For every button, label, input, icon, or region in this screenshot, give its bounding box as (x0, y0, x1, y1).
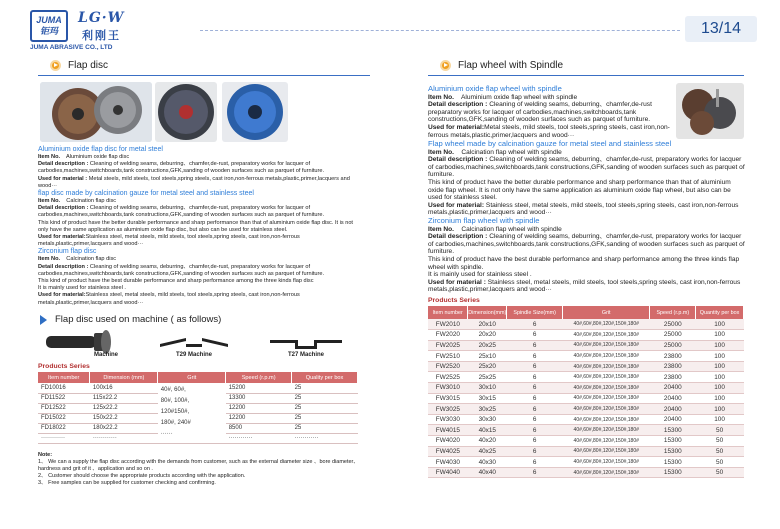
table-cell: FW3010 (428, 383, 468, 394)
table-row: FD12522 125x22.2 12200 25 (38, 403, 358, 413)
table-cell: FW4040 (428, 467, 468, 478)
table-row (428, 393, 744, 404)
col-header: Quality per box (292, 372, 358, 383)
table-row (428, 340, 744, 351)
table-cell: FW3015 (428, 393, 468, 404)
table-cell: 40#,60#,80#,120#,150#,180# (563, 383, 650, 394)
brand-name: LG·W (78, 10, 125, 26)
table-cell: 15300 (650, 457, 696, 468)
notes (38, 452, 368, 487)
table-row: FD10016 100x16 40#, 60#, 80#, 100#, 120#150#, 180#, 240# ······ 15200 25 (38, 383, 358, 393)
table-cell: 40#,60#,80#,120#,150#,180# (563, 446, 650, 457)
t29-machine-label: T29 Machine (176, 352, 213, 358)
table-cell: 6 (507, 361, 563, 372)
calcination-disc-photo (155, 82, 217, 142)
col-header: Grit (158, 372, 226, 383)
t27-machine-label: T27 Machine (288, 352, 325, 358)
table-cell: 20400 (650, 393, 696, 404)
table-cell: 50 (696, 436, 744, 447)
table-cell: 25000 (650, 340, 696, 351)
table-cell: 15300 (650, 446, 696, 457)
table-cell: 30x15 (468, 393, 507, 404)
table-cell: 40#,60#,80#,120#,150#,180# (563, 457, 650, 468)
machine-label: Machine (94, 352, 119, 358)
arrow-icon (40, 315, 47, 325)
table-cell: 25x25 (468, 372, 507, 383)
table-cell: FW2020 (428, 330, 468, 341)
table-cell: FW2010 (428, 319, 468, 330)
calcination-disc-title: flap disc made by calcination gauze for metal steel and stainless steel (38, 190, 254, 198)
table-cell: 25x10 (468, 351, 507, 362)
brand-name-cn: 利刚王 (82, 30, 121, 42)
page-number: 13/14 (685, 16, 757, 42)
zirconium-wheel-title: Zirconium flap wheel with spindle (428, 215, 540, 225)
table-cell: FW4015 (428, 425, 468, 436)
company-logo (30, 10, 200, 54)
table-cell: 40#,60#,80#,120#,150#,180# (563, 393, 650, 404)
aluminium-wheel-title: Aluminium oxide flap wheel with spindle (428, 84, 562, 93)
table-cell: 6 (507, 330, 563, 341)
section-title-flap-wheel: Flap wheel with Spindle (440, 60, 563, 71)
table-cell: 40#,60#,80#,120#,150#,180# (563, 372, 650, 383)
table-cell: 50 (696, 457, 744, 468)
table-cell: 40#,60#,80#,120#,150#,180# (563, 467, 650, 478)
right-aluminium-desc: Aluminium oxide flap wheel with spindle Item No. Aluminium oxide flap wheel with spindle Detail description : Cleaning of welding seams, deburring、chamfer,de-rust preparatory works for lacquer of carbodies,machines,switchboards,tank constructions,GFK,sanding of wooden surfaces such as parquet of furniture. Used for material:Metal steels, mild steels, tool steels,spring steels, cast iron,non-ferrous metals,plastic,primer,lacquers and wood··· (428, 85, 674, 139)
table-cell: 23800 (650, 351, 696, 362)
table-cell: FW2510 (428, 351, 468, 362)
zirconium-disc-title: Zirconium flap disc (38, 248, 97, 256)
table-cell: 6 (507, 340, 563, 351)
header-divider (200, 30, 680, 31)
logo-mark: JUMA 钜玛 (30, 10, 68, 42)
flap-wheel-photo (676, 83, 744, 139)
bullet-icon (50, 60, 61, 71)
table-cell: 20x10 (468, 319, 507, 330)
table-cell: 40#,60#,80#,120#,150#,180# (563, 319, 650, 330)
table-cell: 50 (696, 446, 744, 457)
table-cell: 40#,60#,80#,120#,150#,180# (563, 340, 650, 351)
table-cell: FW2525 (428, 372, 468, 383)
table-row (428, 372, 744, 383)
table-cell: 100 (696, 340, 744, 351)
table-cell: 100 (696, 319, 744, 330)
col-header: Dimension (mm) (90, 372, 158, 383)
table-cell: 40#,60#,80#,120#,150#,180# (563, 330, 650, 341)
table-cell: 6 (507, 414, 563, 425)
table-cell: 23800 (650, 372, 696, 383)
table-cell: 40#,60#,80#,120#,150#,180# (563, 436, 650, 447)
company-name: JUMA ABRASIVE CO., LTD (30, 44, 113, 51)
flap-wheel-table (428, 306, 744, 478)
table-cell: 40x20 (468, 436, 507, 447)
col-header: Speed (r.p.m) (650, 306, 696, 319)
table-cell: 40#,60#,80#,120#,150#,180# (563, 351, 650, 362)
table-cell: 40#,60#,80#,120#,150#,180# (563, 361, 650, 372)
table-cell: 100 (696, 372, 744, 383)
table-cell: 6 (507, 372, 563, 383)
right-descriptions: Flap wheel made by calcination gauze for metal steel and stainless steel Item No. Calcination flap wheel with spindle Detail description : Cleaning of welding seams, deburring、chamfer,de-rust, preparatory works for lacquer of carbodies,machines,switchboards,tank constructions,GFK,sanding of wooden surfaces such as parquet of furniture. This kind of product have the better durable performance and sharp performance than that of aluminium oxide flap wheel. It is not only have the same application as aluminium oxide flap wheel, but also can be used for stainless steel. Used for material: Stainless steel, metal steels, mild steels, tool steels,spring steels, cast iron,non-ferrous metals,plastic,primer,lacquers and wood··· Zirconium flap wheel with spindle Item No. Calcination flap wheel with spindle Detail description : Cleaning of welding seams, deburring、chamfer,de-rust, preparatory works for lacquer of carbodies,machines,switchboards,tank constructions,GFK,sanding of wooden surfaces such as parquet of furniture. This kind of product have the best durable performance and sharp performance among the three kinds flap wheel with spindle. It is mainly used for stainless steel . Used for material : Stainless steel, metal steels, mild steels, tool steels,spring steels, cast iron,non-ferrous metals,plastic,primer,lacquers and wood··· (428, 139, 745, 294)
table-cell: 40x15 (468, 425, 507, 436)
table-cell: FW4020 (428, 436, 468, 447)
table-cell: 6 (507, 457, 563, 468)
table-cell: FW2025 (428, 340, 468, 351)
table-cell: 6 (507, 319, 563, 330)
table-cell: 40x25 (468, 446, 507, 457)
table-cell: 6 (507, 404, 563, 415)
grit-cell: 40#, 60#, 80#, 100#, 120#150#, 180#, 240# ······ (158, 383, 226, 443)
table-cell: FW4030 (428, 457, 468, 468)
note-line: 3、 Free samples can be supplied for customer checking and confirming. (38, 480, 216, 486)
table-row (428, 436, 744, 447)
table-cell: 6 (507, 383, 563, 394)
table-cell: 25x20 (468, 361, 507, 372)
table-cell: 100 (696, 330, 744, 341)
table-cell: 30x25 (468, 404, 507, 415)
table-cell: 23800 (650, 361, 696, 372)
t27-profile-diagram (268, 336, 344, 350)
section-underline (38, 75, 370, 76)
table-cell: 100 (696, 351, 744, 362)
t29-profile-diagram (158, 336, 230, 350)
col-header: Dimension(mm) (468, 306, 507, 319)
table-cell: 40x30 (468, 457, 507, 468)
table-cell: 6 (507, 467, 563, 478)
table-cell: 20x25 (468, 340, 507, 351)
table-cell: 100 (696, 414, 744, 425)
note-line: 2、 Customer should choose the appropriate products according with the application. (38, 473, 246, 479)
table-cell: 50 (696, 467, 744, 478)
products-series-label-left: Products Series (38, 363, 90, 370)
table-row (428, 319, 744, 330)
zirconium-disc-photo (222, 82, 288, 142)
section-title-flap-disc: Flap disc (50, 60, 108, 71)
table-row (428, 414, 744, 425)
table-cell: 40#,60#,80#,120#,150#,180# (563, 404, 650, 415)
table-cell: 20x20 (468, 330, 507, 341)
table-row: ············ ············ ············ ············ (38, 433, 358, 443)
table-cell: 6 (507, 446, 563, 457)
table-cell: FW2520 (428, 361, 468, 372)
table-cell: 100 (696, 404, 744, 415)
table-row: FD18022 180x22.2 8500 25 (38, 423, 358, 433)
table-cell: 40#,60#,80#,120#,150#,180# (563, 414, 650, 425)
table-row: FD11522 115x22.2 13300 25 (38, 393, 358, 403)
table-cell: FW4025 (428, 446, 468, 457)
table-cell: 20400 (650, 404, 696, 415)
table-row (428, 457, 744, 468)
table-cell: 15300 (650, 425, 696, 436)
flap-disc-table (38, 372, 358, 444)
table-row (428, 351, 744, 362)
table-cell: 6 (507, 425, 563, 436)
table-cell: 50 (696, 425, 744, 436)
table-cell: 25000 (650, 330, 696, 341)
table-cell: 15300 (650, 436, 696, 447)
table-cell: 100 (696, 361, 744, 372)
col-header: Quantity per box (696, 306, 744, 319)
table-row (428, 361, 744, 372)
table-cell: 6 (507, 436, 563, 447)
table-cell: 100 (696, 383, 744, 394)
table-cell: 20400 (650, 414, 696, 425)
note-line: 1、 We can a supply the flap disc according with the demands from customer, such as the external diameter size 、bore diameter、hardness and grit of it 、application and so on . (38, 459, 359, 472)
table-cell: 15300 (650, 467, 696, 478)
section-title-machine: Flap disc used on machine ( as follows) (40, 314, 221, 325)
table-cell: FW3025 (428, 404, 468, 415)
flap-disc-photo (40, 82, 152, 142)
col-header: Item number (428, 306, 468, 319)
table-cell: 30x10 (468, 383, 507, 394)
col-header: Grit (563, 306, 650, 319)
table-row (428, 383, 744, 394)
table-cell: 6 (507, 351, 563, 362)
table-row (428, 330, 744, 341)
table-cell: FW3030 (428, 414, 468, 425)
left-descriptions: Aluminium oxide flap disc for metal steel Item No. Aluminium oxide flap disc Detail description : Cleaning of welding seams, deburring、chamfer,de-rust, preparatory works for lacquer of carbodies,machines,switchboards,tank constructions,GFK,sanding of wooden surfaces such as parquet of furniture. Used for material : Metal steels, mild steels, tool steels,spring steels, cast iron,non-ferrous metals,plastic,primer,lacquers and wood··· flap disc made by calcination gauze for metal steel and stainless steel Item No. Calcination flap disc Detail description : Cleaning of welding seams, deburring、chamfer,de-rust, preparatory works for lacquer of carbodies,machines,switchboards,tank constructions,GFK,sanding of wooden surfaces such as parquet of furniture. This kind of product have the better durable performance and sharp performance than that of aluminium oxide flap disc. It is not only have the same application as aluminium oxide flap disc, but also can be used for stainless steel. Used for material:Stainless steel, metal steels, mild steels, tool steels,spring steels, cast iron,non-ferrous metals,plastic,primer,lacquers and wood··· Zirconium flap disc Item No. Calcination flap disc Detail description : Cleaning of welding seams, deburring、chamfer,de-rust, preparatory works for lacquer of carbodies,machines,switchboards,tank constructions,GFK,sanding of wooden surfaces such as parquet of furniture. This kind of product have the best durable performance and sharp performance among the three kinds flap disc It is mainly used for stainless steel . Used for material:Stainless steel, metal steels, mild steels, tool steels,spring steels, cast iron,non-ferrous metals,plastic,primer,lacquers and wood··· (38, 146, 358, 307)
table-cell: 40x40 (468, 467, 507, 478)
notes-title: Note: (38, 452, 53, 458)
col-header: Spindle Size(mm) (507, 306, 563, 319)
col-header: Item number (38, 372, 90, 383)
section-underline (428, 75, 744, 76)
table-row (428, 404, 744, 415)
bullet-icon (440, 60, 451, 71)
table-cell: 40#,60#,80#,120#,150#,180# (563, 425, 650, 436)
table-cell: 25000 (650, 319, 696, 330)
col-header: Speed (r.p.m) (226, 372, 292, 383)
table-row (428, 425, 744, 436)
products-series-label-right: Products Series (428, 297, 480, 304)
calcination-wheel-title: Flap wheel made by calcination gauze for metal steel and stainless steel (428, 139, 672, 148)
aluminium-disc-title: Aluminium oxide flap disc for metal steel (38, 146, 163, 153)
table-row (428, 446, 744, 457)
table-cell: 30x30 (468, 414, 507, 425)
table-row: FD15022 150x22.2 12200 25 (38, 413, 358, 423)
table-row (428, 467, 744, 478)
table-cell: 20400 (650, 383, 696, 394)
table-cell: 6 (507, 393, 563, 404)
table-cell: 100 (696, 393, 744, 404)
